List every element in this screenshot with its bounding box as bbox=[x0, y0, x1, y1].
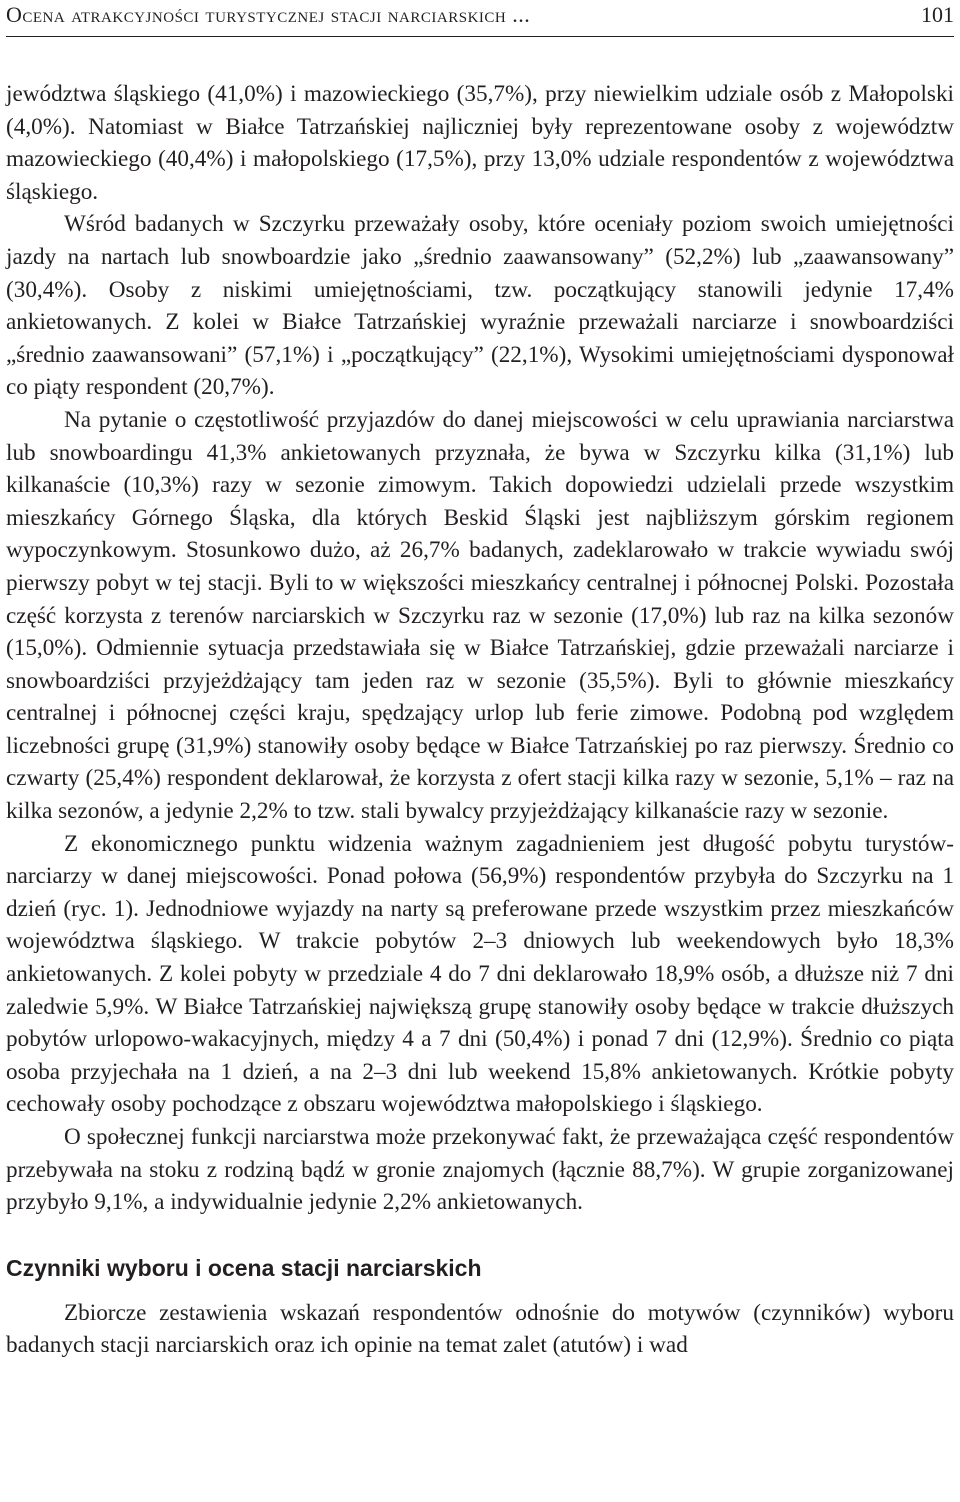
page-number: 101 bbox=[921, 2, 954, 27]
body-text bbox=[6, 78, 954, 1362]
page bbox=[6, 0, 954, 1362]
paragraph-skill-levels: Wśród badanych w Szczyrku przeważały osoby, które oceniały poziom swoich umiejętności jazdy na nartach lub snowboardzie jako „średnio zaawansowany” (52,2%) lub „zaawansowany” (30,4%). Osoby z niskimi umiejętnościami, tzw. początkujący stanowili jedynie 17,4% ankietowanych. Z kolei w Białce Tatrzańskiej wyraźnie przeważali narciarze i snowboardziści „średnio zaawansowani” (57,1%) i „początkujący” (22,1%), Wysokimi umiejętnościami dysponował co piąty respondent (20,7%). bbox=[6, 211, 954, 401]
paragraph-section-intro: Zbiorcze zestawienia wskazań respondentów odnośnie do motywów (czynników) wyboru badanych stacji narciarskich oraz ich opinie na temat zalet (atutów) i wad bbox=[6, 1299, 954, 1359]
paragraph-social-function: O społecznej funkcji narciarstwa może przekonywać fakt, że przeważająca część respondentów przebywała na stoku z rodziną bądź w gronie znajomych (łącznie 88,7%). W grupie zorganizowanej przybyło 9,1%, a indywidualnie jedynie 2,2% ankietowanych. bbox=[6, 1124, 954, 1216]
running-title: Ocena atrakcyjności turystycznej stacji narciarskich ... bbox=[6, 2, 531, 27]
paragraph-visit-frequency: Na pytanie o częstotliwość przyjazdów do danej miejscowości w celu uprawiania narciarstwa lub snowboardingu 41,3% ankietowanych przyznała, że bywa w Szczyrku kilka (31,1%) lub kilkanaście (10,3%) razy w sezonie zimowym. Takich dopowiedzi udzielali przede wszystkim mieszkańcy Górnego Śląska, dla których Beskid Śląski jest najbliższym górskim regionem wypoczynkowym. Stosunkowo dużo, aż 26,7% badanych, zadeklarowało w trakcie wywiadu swój pierwszy pobyt w tej stacji. Byli to w większości mieszkańcy centralnej i północnej Polski. Pozostała część korzysta z terenów narciarskich w Szczyrku raz w sezonie (17,0%) lub raz na kilka sezonów (15,0%). Odmiennie sytuacja przedstawiała się w Białce Tatrzańskiej, gdzie przeważali narciarze i snowboardziści przyjeżdżający tam jeden raz w sezonie (35,5%). Byli to głównie mieszkańcy centralnej i północnej części kraju, spędzający urlop lub ferie zimowe. Podobną pod względem liczebności grupę (31,9%) stanowiły osoby będące w Białce Tatrzańskiej po raz pierwszy. Średnio co czwarty (25,4%) respondent deklarował, że korzysta z ofert stacji kilka razy w sezonie, 5,1% – raz na kilka sezonów, a jedynie 2,2% to tzw. stali bywalcy przyjeżdżający kilkanaście razy w sezonie. bbox=[6, 406, 954, 825]
section-heading: Czynniki wyboru i ocena stacji narciarskich bbox=[6, 1254, 482, 1281]
paragraph-continuation: jewództwa śląskiego (41,0%) i mazowieckiego (35,7%), przy niewielkim udziale osób z Małopolski (4,0%). Natomiast w Białce Tatrzańskiej najliczniej były reprezentowane osoby z województw mazowieckiego (40,4%) i małopolskiego (17,5%), przy 13,0% udziale respondentów z województwa śląskiego. bbox=[6, 81, 954, 205]
running-header bbox=[6, 0, 954, 37]
paragraph-stay-length: Z ekonomicznego punktu widzenia ważnym zagadnieniem jest długość pobytu turystów-narciarzy w danej miejscowości. Ponad połowa (56,9%) respondentów przybyła do Szczyrku na 1 dzień (ryc. 1). Jednodniowe wyjazdy na narty są preferowane przede wszystkim przez mieszkańców województwa śląskiego. W trakcie pobytów 2–3 dniowych lub weekendowych było 18,3% ankietowanych. Z kolei pobyty w przedziale 4 do 7 dni deklarowało 18,9% osób, a dłuższe niż 7 dni zaledwie 5,9%. W Białce Tatrzańskiej największą grupę stanowiły osoby będące w trakcie dłuższych pobytów urlopowo-wakacyjnych, między 4 a 7 dni (50,4%) i ponad 7 dni (12,9%). Średnio co piąta osoba przyjechała na 1 dzień, a na 2–3 dni lub weekend 15,8% ankietowanych. Krótkie pobyty cechowały osoby pochodzące z obszaru województwa małopolskiego i śląskiego. bbox=[6, 830, 954, 1118]
